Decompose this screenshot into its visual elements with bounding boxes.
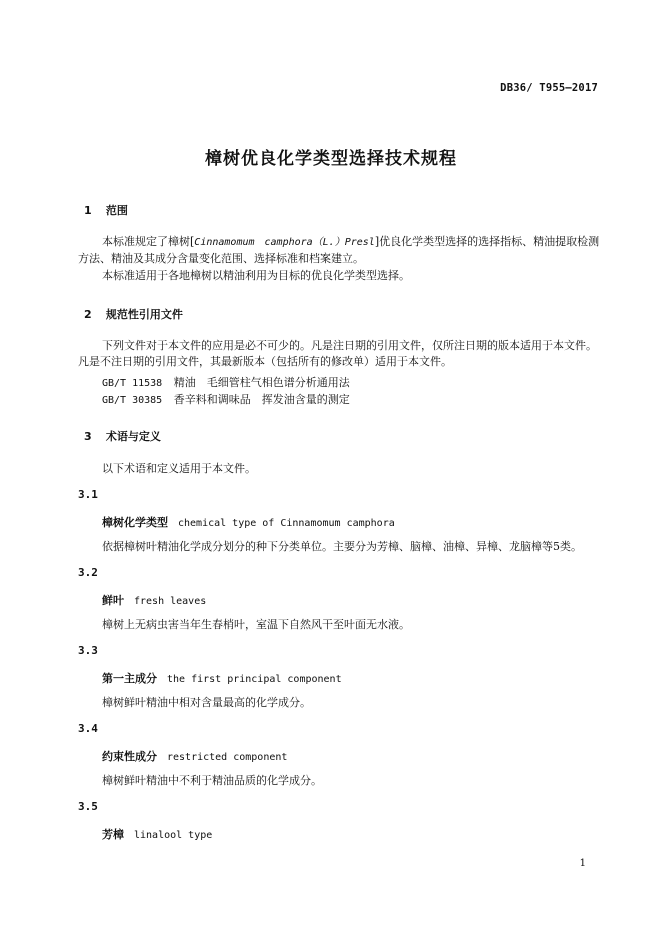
term-heading xyxy=(102,592,206,608)
scope-applicability: 本标准适用于各地樟树以精油利用为目标的优良化学类型选择。 xyxy=(102,269,410,282)
section-3-heading xyxy=(84,428,161,444)
clause-number: 3.4 xyxy=(78,722,98,735)
term-definition: 依据樟树叶精油化学成分划分的种下分类单位。主要分为芳樟、脑樟、油樟、异樟、龙脑樟等5类。 xyxy=(102,540,582,553)
term-english: the first principal component xyxy=(167,674,342,685)
term-english: fresh leaves xyxy=(134,596,207,607)
term-chinese: 第一主成分 xyxy=(102,672,157,685)
scope-text-post: ]优良化学类型选择的选择指标、精油提取检测方法、精油及其成分含量变化范围、选择标准和档案建立。 xyxy=(78,235,600,265)
reference-title: 香辛料和调味品 挥发油含量的测定 xyxy=(173,393,350,406)
term-chinese: 约束性成分 xyxy=(102,750,157,763)
reference-code: GB/T 30385 xyxy=(102,395,163,406)
section-1-heading xyxy=(84,202,128,218)
term-heading xyxy=(102,748,287,764)
term-definition: 樟树上无病虫害当年生春梢叶，室温下自然风干至叶面无水液。 xyxy=(102,618,410,631)
term-heading xyxy=(102,514,395,530)
reference-title: 精油 毛细管柱气相色谱分析通用法 xyxy=(173,376,350,389)
page-title: 樟树优良化学类型选择技术规程 xyxy=(205,149,457,169)
term-english: linalool type xyxy=(134,830,213,841)
term-english: restricted component xyxy=(167,752,288,763)
term-definition: 樟树鲜叶精油中不利于精油品质的化学成分。 xyxy=(102,774,322,787)
latin-name: Cinnamomum camphora（L.）Presl xyxy=(194,237,375,248)
term-chinese: 鲜叶 xyxy=(102,594,124,607)
section-number: 3 xyxy=(84,430,92,443)
clause-number: 3.3 xyxy=(78,644,98,657)
term-chinese: 芳樟 xyxy=(102,828,124,841)
clause-number: 3.2 xyxy=(78,566,98,579)
term-chinese: 樟树化学类型 xyxy=(102,516,168,529)
page-number: 1 xyxy=(579,858,586,869)
section-number: 1 xyxy=(84,204,92,217)
clause-number: 3.5 xyxy=(78,800,98,813)
term-heading xyxy=(102,826,212,842)
reference-item xyxy=(102,391,350,407)
term-definition: 樟树鲜叶精油中相对含量最高的化学成分。 xyxy=(102,696,311,709)
terms-intro: 以下术语和定义适用于本文件。 xyxy=(102,462,256,475)
scope-text-pre: 本标准规定了樟树[ xyxy=(102,235,195,248)
clause-number: 3.1 xyxy=(78,488,98,501)
scope-paragraph xyxy=(78,234,600,267)
normative-references-paragraph: 下列文件对于本文件的应用是必不可少的。凡是注日期的引用文件，仅所注日期的版本适用于本文件。凡是不注日期的引用文件，其最新版本（包括所有的修改单）适用于本文件。 xyxy=(78,339,597,368)
document-code: DB36/ T955—2017 xyxy=(500,82,598,94)
reference-item xyxy=(102,374,350,390)
section-2-heading xyxy=(84,306,183,322)
section-title: 规范性引用文件 xyxy=(105,308,183,321)
section-number: 2 xyxy=(84,308,92,321)
term-heading xyxy=(102,670,342,686)
reference-code: GB/T 11538 xyxy=(102,378,163,389)
section-title: 范围 xyxy=(105,204,128,217)
term-english: chemical type of Cinnamomum camphora xyxy=(178,518,395,529)
section-title: 术语与定义 xyxy=(105,430,161,443)
